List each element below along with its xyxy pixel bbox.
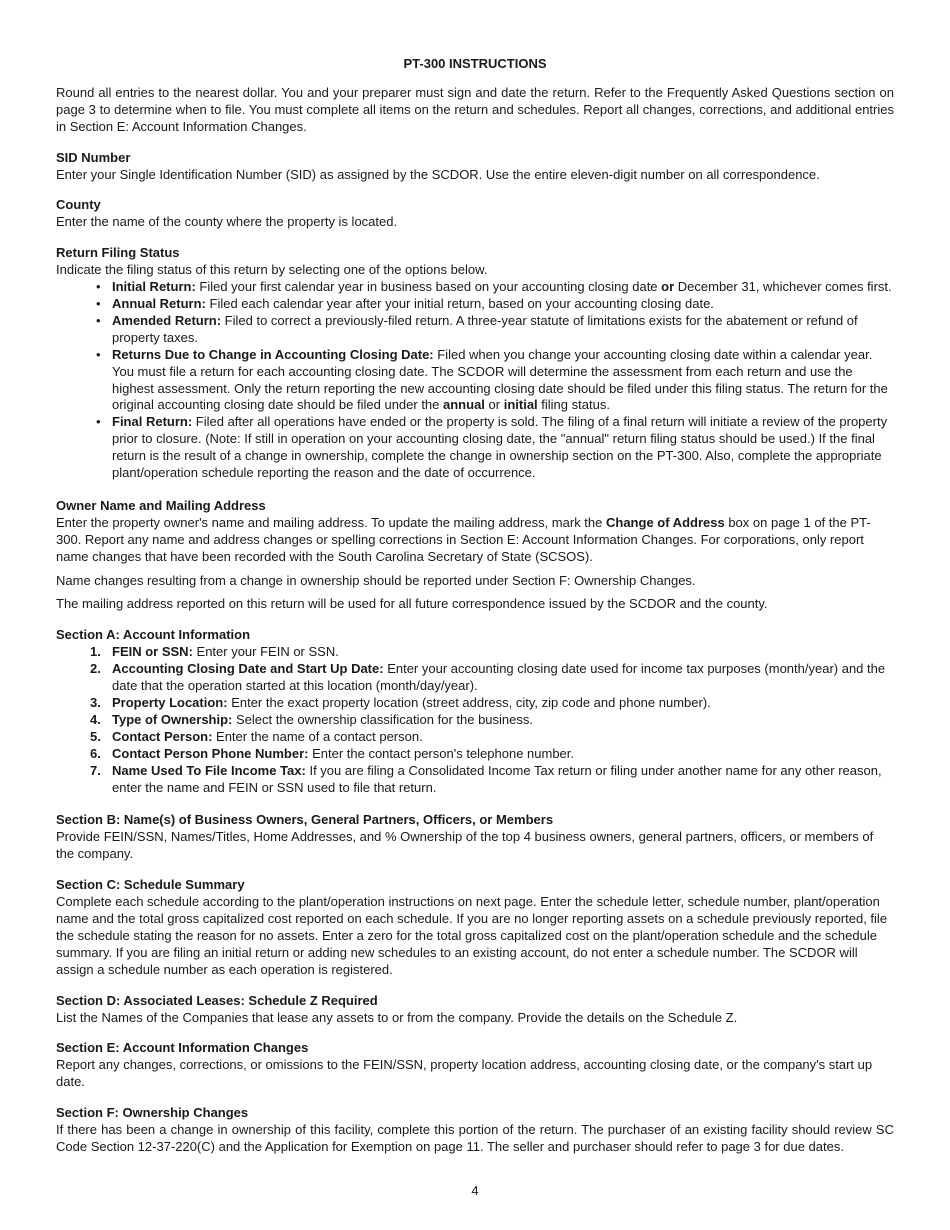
section-f-heading: Section F: Ownership Changes xyxy=(56,1105,249,1121)
filing-status-heading: Return Filing Status xyxy=(56,245,180,261)
filing-status-text: Indicate the filing status of this return by selecting one of the options below. xyxy=(56,262,488,278)
section-d xyxy=(56,993,894,1027)
filing-status-section xyxy=(56,245,894,482)
owner-paragraph: The mailing address reported on this return will be used for all future correspondence issued by the SCDOR and the county. xyxy=(56,596,768,612)
list-item: 1. FEIN or SSN: Enter your FEIN or SSN. xyxy=(90,644,339,660)
section-b-heading: Section B: Name(s) of Business Owners, General Partners, Officers, or Members xyxy=(56,812,554,828)
list-item: • Amended Return: Filed to correct a previously-filed return. A three-year statute of limitations exists for the abatement or refund of property taxes. xyxy=(112,313,894,347)
section-d-text: List the Names of the Companies that lease any assets to or from the company. Provide the details on the Schedule Z. xyxy=(56,1009,738,1025)
list-item: 7. Name Used To File Income Tax: If you are filing a Consolidated Income Tax return or filing under another name for any other reason, enter the name and FEIN or SSN used to file that return. xyxy=(90,762,882,795)
list-item: • Returns Due to Change in Accounting Closing Date: Filed when you change your accounting closing date within a calendar year. You must file a return for each accounting closing date. The SCDOR will determine the assessment from each return and use the highest assessment. Only the return reporting the new accounting closing date should be filed under this filing status. The return for the original accounting closing date should be filed under the annual or initial filing status. xyxy=(112,347,894,415)
list-item: • Annual Return: Filed each calendar year after your initial return, based on your accounting closing date. xyxy=(112,296,894,313)
list-item: • Final Return: Filed after all operations have ended or the property is sold. The filing of a final return will initiate a review of the property prior to closure. (Note: If still in operation on your accounting closing date, the "annual" return filing status should be used.) If the final return is the result of a change in ownership, complete the change in ownership section on the PT-300. Also, complete the appropriate plant/operation schedule reporting the reason and the date of occurrence. xyxy=(112,414,894,482)
list-item: 3. Property Location: Enter the exact property location (street address, city, zip code and phone number). xyxy=(90,695,711,710)
county-heading: County xyxy=(56,197,101,213)
county-text: Enter the name of the county where the property is located. xyxy=(56,214,398,230)
list-item: 2. Accounting Closing Date and Start Up Date: Enter your accounting closing date used for income tax purposes (month/year) and the date that the operation started at this location (month/day/year). xyxy=(90,661,886,694)
section-c-text: Complete each schedule according to the plant/operation instructions on next page. Enter the schedule letter, schedule number, plant/operation name and the total gross capitalized cost reported on each schedule. If you are no longer reporting assets on a schedule previously reported, file the schedule stating the reason for no assets. Enter a zero for the total gross capitalized cost on the plant/operation schedule and the schedule summary. If you are filing an initial return or adding new schedules to an existing account, do not enter a schedule number. The SCDOR will assign a schedule number as each operation is registered. xyxy=(56,894,888,977)
section-e-heading: Section E: Account Information Changes xyxy=(56,1040,309,1056)
list-item: 5. Contact Person: Enter the name of a contact person. xyxy=(90,728,423,744)
page-title: PT-300 INSTRUCTIONS xyxy=(403,56,547,71)
sid-heading: SID Number xyxy=(56,149,131,165)
county-section xyxy=(56,197,894,231)
section-a xyxy=(56,627,894,796)
section-b-text: Provide FEIN/SSN, Names/Titles, Home Addresses, and % Ownership of the top 4 business owners, general partners, officers, or members of the company. xyxy=(56,829,874,862)
page-number: 4 xyxy=(471,1183,479,1198)
section-c-heading: Section C: Schedule Summary xyxy=(56,877,245,893)
section-c xyxy=(56,877,894,978)
owner-paragraph: Enter the property owner's name and mailing address. To update the mailing address, mark the Change of Address box on page 1 of the PT-300. Report any name and address changes or spelling corrections in Section E: Account Information Changes. For corporations, only report name changes that have been recorded with the South Carolina Secretary of State (SCSOS). xyxy=(56,514,871,564)
list-item: • Initial Return: Filed your first calendar year in business based on your accounting closing date or December 31, whichever comes first. xyxy=(112,279,894,296)
filing-status-list xyxy=(56,279,894,482)
intro-paragraph: Round all entries to the nearest dollar. You and your preparer must sign and date the return. Refer to the Frequently Asked Questions section on page 3 to determine when to file. You must complete all items on the return and schedules. Report all changes, corrections, and additional entries in Section E: Account Information Changes. xyxy=(56,84,894,134)
section-a-heading: Section A: Account Information xyxy=(56,627,251,643)
section-f xyxy=(56,1105,894,1156)
owner-paragraph: Name changes resulting from a change in ownership should be reported under Section F: Ownership Changes. xyxy=(56,572,696,588)
sid-text: Enter your Single Identification Number (SID) as assigned by the SCDOR. Use the entire eleven-digit number on all correspondence. xyxy=(56,166,820,182)
section-f-text: If there has been a change in ownership of this facility, complete this portion of the return. The purchaser of an existing facility should review SC Code Section 12-37-220(C) and the Application for Exemption on page 11. The seller and purchaser should refer to page 3 for due dates. xyxy=(56,1122,894,1154)
list-item: 4. Type of Ownership: Select the ownership classification for the business. xyxy=(90,711,533,727)
list-item: 6. Contact Person Phone Number: Enter the contact person's telephone number. xyxy=(90,745,575,761)
sid-section xyxy=(56,150,894,184)
section-b xyxy=(56,812,894,863)
section-e-text: Report any changes, corrections, or omissions to the FEIN/SSN, property location address, accounting closing date, or the company's start up date. xyxy=(56,1057,873,1090)
owner-section xyxy=(56,498,894,613)
section-a-list xyxy=(56,644,894,796)
section-d-heading: Section D: Associated Leases: Schedule Z Required xyxy=(56,992,378,1008)
section-e xyxy=(56,1040,894,1091)
owner-heading: Owner Name and Mailing Address xyxy=(56,497,266,513)
